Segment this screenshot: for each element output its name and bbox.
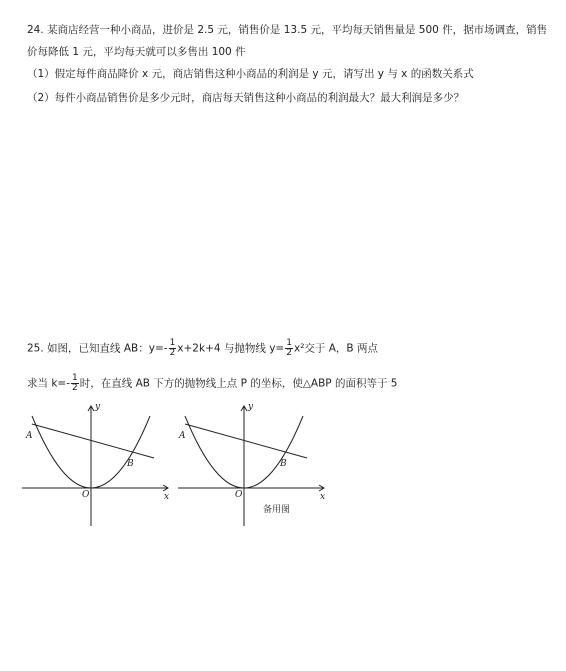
- figure-main: [22, 398, 172, 528]
- point-b-label: B: [127, 459, 134, 469]
- q25-intro-c: x²交于 A，B 两点: [293, 342, 378, 355]
- fraction-one-half: $\frac{1}{2}$: [286, 338, 292, 358]
- y-axis-label: y: [95, 402, 101, 412]
- q25-ask: [27, 374, 397, 393]
- q25-ask-b: 时，在直线 AB 下方的抛物线上点 P 的坐标，使△ABP 的面积等于 5: [79, 377, 398, 390]
- q24-line-1: 24. 某商店经营一种小商品，进价是 2.5 元，销售价是 13.5 元，平均每天销售量是 500 件，据市场调查，销售: [27, 24, 548, 36]
- spare-figure-caption: 备用图: [263, 505, 291, 515]
- origin-label: O: [82, 490, 90, 500]
- q25-intro: [27, 339, 378, 358]
- x-axis-label: x: [320, 492, 326, 502]
- point-b-label: B: [280, 459, 287, 469]
- q25-intro-b: x+2k+4 与抛物线 y=: [177, 342, 285, 355]
- figure-spare: [178, 398, 328, 528]
- point-a-label: A: [26, 431, 33, 441]
- q25-intro-a: 25. 如图，已知直线 AB：y=-: [27, 342, 168, 355]
- origin-label: O: [235, 490, 243, 500]
- q24-line-2: 价每降低 1 元，平均每天就可以多售出 100 件: [27, 46, 246, 58]
- q24-part-2: （2）每件小商品销售价是多少元时，商店每天销售这种小商品的利润最大？最大利润是多少？: [27, 92, 465, 104]
- fraction-one-half: $\frac{1}{2}$: [72, 373, 78, 393]
- q24-part-1: （1）假定每件商品降价 x 元，商店销售这种小商品的利润是 y 元，请写出 y 与 x 的函数关系式: [27, 68, 474, 80]
- fraction-one-half: $\frac{1}{2}$: [169, 338, 176, 358]
- x-axis-label: x: [164, 492, 170, 502]
- point-a-label: A: [179, 431, 186, 441]
- q25-ask-a: 求当 k=-: [27, 377, 71, 390]
- y-axis-label: y: [248, 402, 254, 412]
